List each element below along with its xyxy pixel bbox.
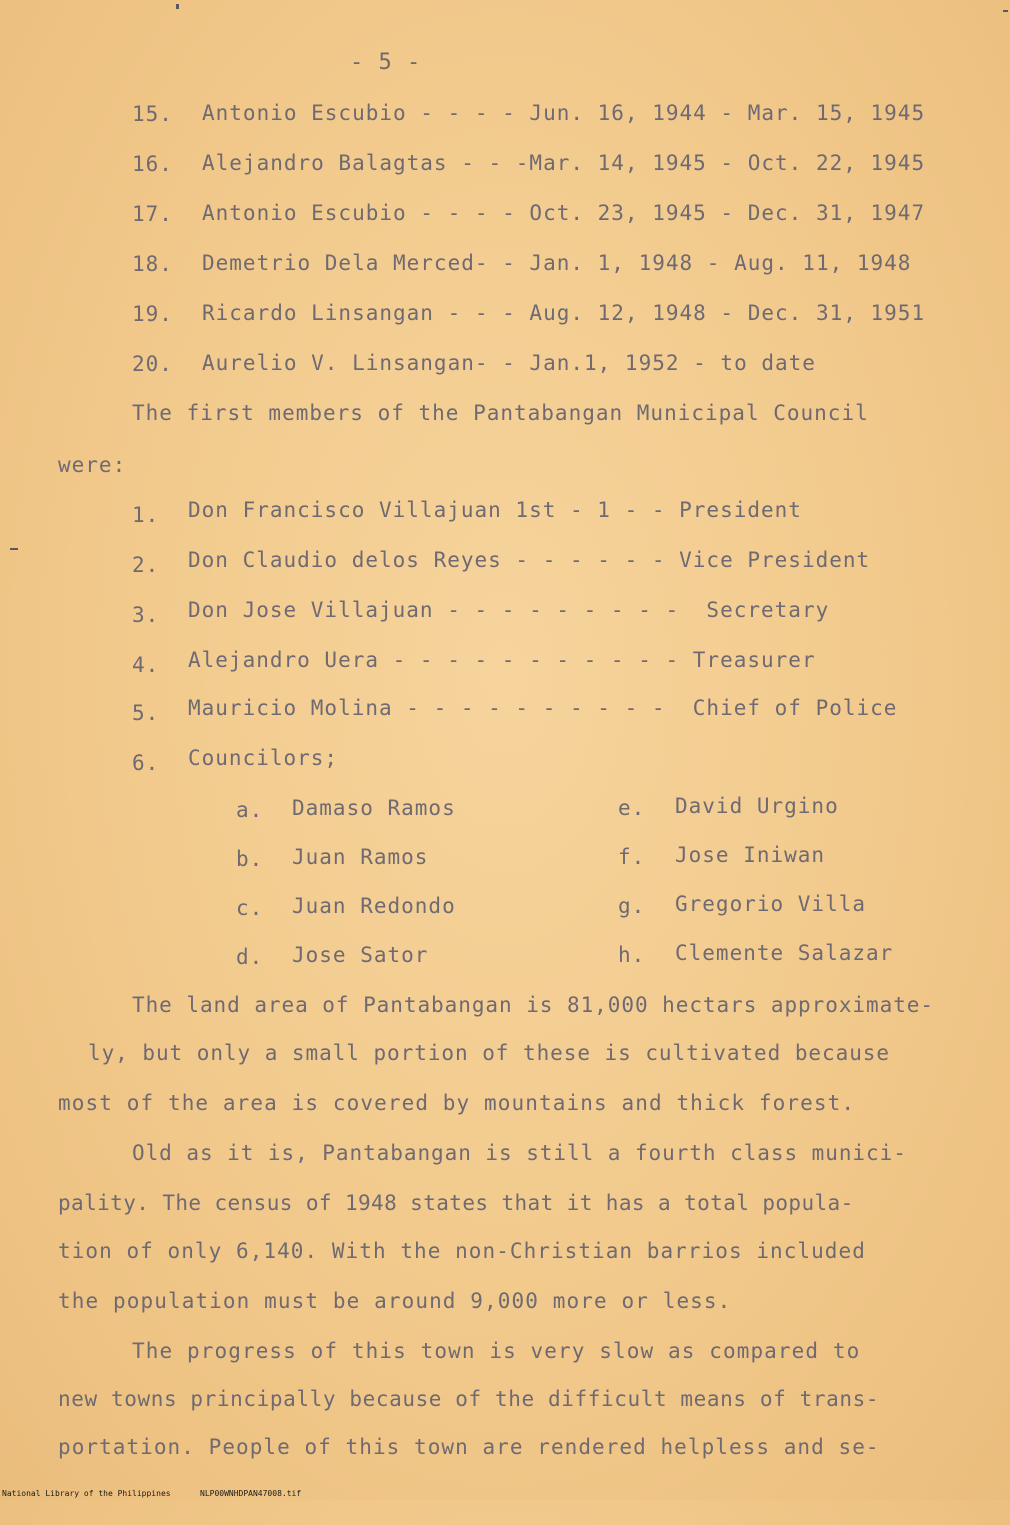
councilor-letter: d. — [236, 945, 264, 969]
scan-footer — [0, 1489, 1010, 1500]
list-item-number: 15. — [132, 102, 173, 126]
list-item-number: 20. — [132, 352, 173, 376]
paragraph-line: the population must be around 9,000 more or less. — [58, 1289, 732, 1313]
scan-speck — [10, 548, 18, 550]
councilor-letter: h. — [618, 943, 646, 967]
list-item-number: 1. — [132, 503, 160, 527]
scan-speck — [1003, 10, 1008, 12]
list-item: Councilors; — [188, 746, 339, 770]
councilor-letter: c. — [236, 896, 264, 920]
list-item: Don Francisco Villajuan 1st - 1 - - President — [188, 498, 802, 522]
list-item: Mauricio Molina - - - - - - - - - - Chief of Police — [188, 696, 898, 720]
list-item-number: 6. — [132, 751, 160, 775]
list-item: Antonio Escubio - - - - Jun. 16, 1944 - Mar. 15, 1945 — [202, 101, 926, 125]
list-item-number: 4. — [132, 653, 160, 677]
paragraph-line: The land area of Pantabangan is 81,000 hectars approximate- — [132, 993, 934, 1017]
councilor-name: David Urgino — [675, 794, 839, 818]
list-item-number: 18. — [132, 252, 173, 276]
list-item: Don Claudio delos Reyes - - - - - - Vice President — [188, 548, 871, 572]
list-item: Ricardo Linsangan - - - Aug. 12, 1948 - Dec. 31, 1951 — [202, 301, 926, 325]
councilor-letter: a. — [236, 798, 264, 822]
paragraph-line: pality. The census of 1948 states that it has a total popula- — [58, 1191, 854, 1215]
page-number: - 5 - — [350, 50, 422, 75]
councilor-name: Juan Ramos — [292, 845, 429, 869]
scan-speck — [176, 4, 179, 9]
paragraph-line: tion of only 6,140. With the non-Christian barrios included — [58, 1239, 866, 1263]
paragraph-line: most of the area is covered by mountains and thick forest. — [58, 1091, 856, 1115]
list-item-number: 19. — [132, 302, 173, 326]
list-item-number: 3. — [132, 603, 160, 627]
paragraph-line: ly, but only a small portion of these is cultivated because — [88, 1041, 890, 1065]
list-item-number: 2. — [132, 553, 160, 577]
councilor-name: Gregorio Villa — [675, 892, 867, 916]
list-item-number: 5. — [132, 701, 160, 725]
list-item-number: 17. — [132, 202, 173, 226]
list-item: Aurelio V. Linsangan- - Jan.1, 1952 - to date — [202, 351, 816, 375]
councilor-letter: b. — [236, 847, 264, 871]
list-item: Don Jose Villajuan - - - - - - - - - Secretary — [188, 598, 830, 622]
councilor-name: Damaso Ramos — [292, 796, 456, 820]
councilor-name: Clemente Salazar — [675, 941, 894, 965]
list-item: Antonio Escubio - - - - Oct. 23, 1945 - Dec. 31, 1947 — [202, 201, 926, 225]
paragraph-line: Old as it is, Pantabangan is still a fourth class munici- — [132, 1141, 907, 1165]
councilor-letter: e. — [618, 796, 646, 820]
paragraph-line: portation. People of this town are rendered helpless and se- — [58, 1435, 880, 1459]
paragraph-line: were: — [58, 453, 127, 477]
list-item: Demetrio Dela Merced- - Jan. 1, 1948 - Aug. 11, 1948 — [202, 251, 912, 275]
councilor-name: Jose Sator — [292, 943, 429, 967]
councilor-name: Jose Iniwan — [675, 843, 826, 867]
footer-library-name: National Library of the Philippines — [2, 1489, 171, 1498]
list-item-number: 16. — [132, 152, 173, 176]
paragraph-line: The first members of the Pantabangan Municipal Council — [132, 401, 869, 425]
footer-file-name: NLP00WNHDPAN47008.tif — [200, 1489, 302, 1498]
councilor-name: Juan Redondo — [292, 894, 456, 918]
councilor-letter: g. — [618, 894, 646, 918]
councilor-letter: f. — [618, 845, 646, 869]
list-item: Alejandro Balagtas - - -Mar. 14, 1945 - Oct. 22, 1945 — [202, 151, 926, 175]
paragraph-line: The progress of this town is very slow as compared to — [132, 1339, 861, 1363]
paragraph-line: new towns principally because of the difficult means of trans- — [58, 1387, 880, 1411]
list-item: Alejandro Uera - - - - - - - - - - - Treasurer — [188, 648, 816, 672]
